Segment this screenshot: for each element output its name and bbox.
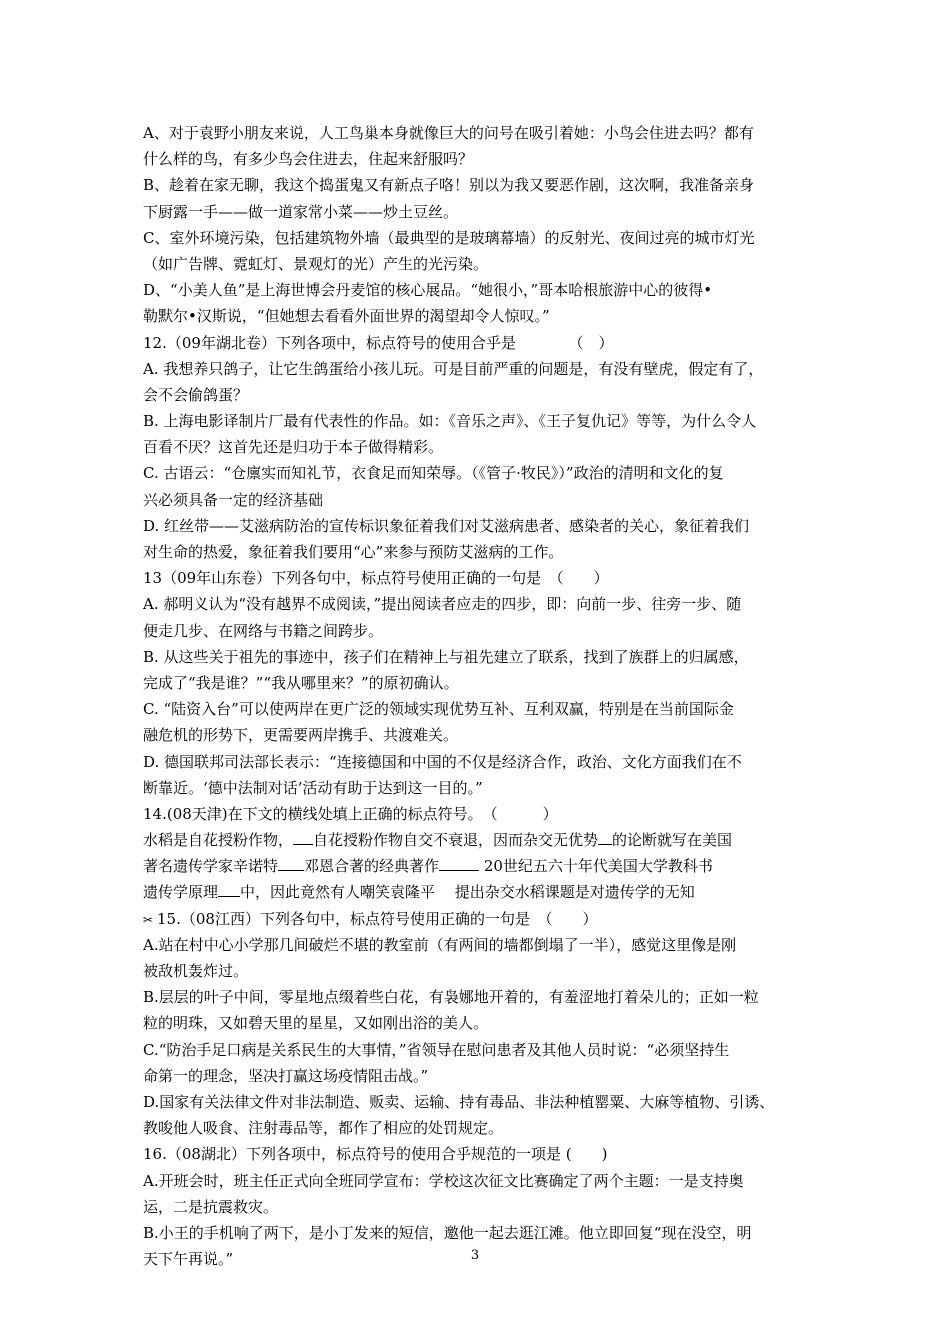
- text-line: 粒的明珠，又如碧天里的星星，又如刚出浴的美人。: [143, 1014, 489, 1033]
- fill-blank[interactable]: [598, 830, 612, 845]
- text-line: B、趁着在家无聊，我这个捣蛋鬼又有新点子咯！别以为我又要恶作剧，这次啊，我准备亲身: [143, 176, 755, 195]
- text-line: D.国家有关法律文件对非法制造、贩卖、运输、持有毒品、非法种植罂粟、大麻等植物、引诱、: [143, 1092, 775, 1111]
- text-line: A.开班会时，班主任正式向全班同学宣布：学校这次征文比赛确定了两个主题：一是支持奥: [143, 1171, 744, 1190]
- q14-text: 自花授粉作物自交不衰退，因而杂交无优势: [313, 831, 599, 850]
- text-line: A.站在村中心小学那几间破烂不堪的教室前（有两间的墙都倒塌了一半），感觉这里像是刚: [143, 935, 737, 954]
- q14-text: 水稻是自花授粉作物，: [143, 831, 294, 850]
- question-15-text: 15.（08江西）下列各句中，标点符号使用正确的一句是 （ ）: [157, 909, 598, 928]
- text-line: 便走几步、在网络与书籍之间跨步。: [143, 621, 384, 640]
- q14-text: 邓恩合著的经典著作: [304, 857, 440, 876]
- question-12-stem: 12.（09年湖北卷）下列各项中，标点符号的使用合乎是 （ ）: [143, 333, 614, 352]
- q14-text: 遗传学原理: [143, 883, 219, 902]
- fill-blank[interactable]: [439, 856, 479, 871]
- text-line: A. 我想养只鸽子，让它生鸽蛋给小孩儿玩。可是目前严重的问题是，有没有壁虎，假定有了，: [143, 359, 764, 378]
- text-line: 对生命的热爱，象征着我们要用“心”来参与预防艾滋病的工作。: [143, 543, 564, 561]
- text-line: 会不会偷鸽蛋？: [143, 385, 249, 404]
- text-line: 勒默尔•汉斯说，“但她想去看看外面世界的渴望却令人惊叹。”: [143, 307, 550, 326]
- text-line: （如广告牌、霓虹灯、景观灯的光）产生的光污染。: [143, 254, 489, 273]
- text-line: 教唆他人吸食、注射毒品等，都作了相应的处罚规定。: [143, 1119, 504, 1138]
- question-14-stem: 14.(08天津)在下文的横线处填上正确的标点符号。 （ ）: [143, 804, 558, 823]
- text-line: 被敌机轰炸过。: [143, 962, 249, 980]
- text-line: C. 古语云：“仓廪实而知礼节，衣食足而知荣辱。（《管子·牧民》）”政治的清明和文化的复: [143, 464, 724, 483]
- text-line: B.层层的叶子中间，零星地点缀着些白花，有袅娜地开着的，有羞涩地打着朵儿的；正如一粒: [143, 988, 759, 1007]
- q14-passage-line-1: [143, 827, 809, 853]
- document-body: [143, 120, 809, 1272]
- text-line: 百看不厌？这首先还是归功于本子做得精彩。: [143, 438, 444, 457]
- text-line: D. 红丝带——艾滋病防治的宣传标识象征着我们对艾滋病患者、感染者的关心，象征着我们: [143, 516, 750, 535]
- fill-blank[interactable]: [293, 830, 313, 845]
- fill-blank[interactable]: [218, 882, 240, 897]
- question-16-stem: 16.（08湖北）下列各项中，标点符号的使用合乎规范的一项是 ( ): [143, 1145, 608, 1164]
- text-line: A. 郝明义认为“没有越界不成阅读，”提出阅读者应走的四步，即：向前一步、往旁一步、随: [143, 595, 742, 614]
- q14-passage-line-2: [143, 853, 809, 879]
- question-15-stem: [143, 906, 809, 932]
- text-line: 什么样的鸟，有多少鸟会住进去，住起来舒服吗？: [143, 150, 474, 169]
- text-line: D. 德国联邦司法部长表示：“连接德国和中国的不仅是经济合作，政治、文化方面我们在不: [143, 752, 742, 771]
- q14-text: 的论断就写在美国: [612, 831, 733, 850]
- text-line: B. 从这些关于祖先的事迹中，孩子们在精神上与祖先建立了联系，找到了族群上的归属感，: [143, 647, 749, 666]
- question-13-stem: 13（09年山东卷）下列各句中，标点符号使用正确的一句是 （ ）: [143, 569, 609, 588]
- q14-text: 著名遗传学家辛诺特: [143, 857, 279, 876]
- text-line: D、“小美人鱼”是上海世博会丹麦馆的核心展品。“她很小，”哥本哈根旅游中心的彼得•: [143, 281, 713, 300]
- text-line: 融危机的形势下，更需要两岸携手、共渡难关。: [143, 726, 459, 745]
- text-line: C、室外环境污染，包括建筑物外墙（最典型的是玻璃幕墙）的反射光、夜间过亮的城市灯光: [143, 228, 755, 247]
- text-line: C.“防治手足口病是关系民生的大事情，”省领导在慰问患者及其他人员时说：“必须坚持生: [143, 1040, 730, 1059]
- fill-blank[interactable]: [278, 856, 304, 871]
- text-line: 运，二是抗震救灾。: [143, 1197, 279, 1216]
- text-line: B.小王的手机响了两下，是小丁发来的短信，邀他一起去逛江滩。他立即回复“现在没空，明: [143, 1223, 752, 1242]
- scissors-icon: ✂: [143, 912, 154, 927]
- text-line: 兴必须具备一定的经济基础: [143, 490, 324, 509]
- q14-text: 20世纪五六十年代美国大学教科书: [483, 857, 713, 876]
- text-line: 命第一的理念，坚决打赢这场疫情阻击战。”: [143, 1066, 429, 1085]
- text-line: B. 上海电影译制片厂最有代表性的作品。如：《音乐之声》、《王子复仇记》等等，为什么令人: [143, 412, 757, 431]
- page-number: 3: [470, 1248, 480, 1263]
- text-line: 下厨露一手——做一道家常小菜——炒土豆丝。: [143, 202, 459, 221]
- text-line: 断靠近。‘德中法制对话’活动有助于达到这一目的。”: [143, 778, 483, 797]
- text-line: 天下午再说。”: [143, 1250, 234, 1269]
- text-line: 完成了“我是谁？”“我从哪里来？”的原初确认。: [143, 673, 459, 692]
- text-line: C. “陆资入台”可以使两岸在更广泛的领域实现优势互补、互利双赢，特别是在当前国际金: [143, 700, 734, 719]
- q14-passage-line-3: [143, 879, 809, 905]
- q14-text: 中，因此竟然有人嘲笑袁隆平 提出杂交水稻课题是对遗传学的无知: [240, 883, 695, 902]
- text-line: A、对于袁野小朋友来说，人工鸟巢本身就像巨大的问号在吸引着她：小鸟会住进去吗？都有: [143, 124, 754, 142]
